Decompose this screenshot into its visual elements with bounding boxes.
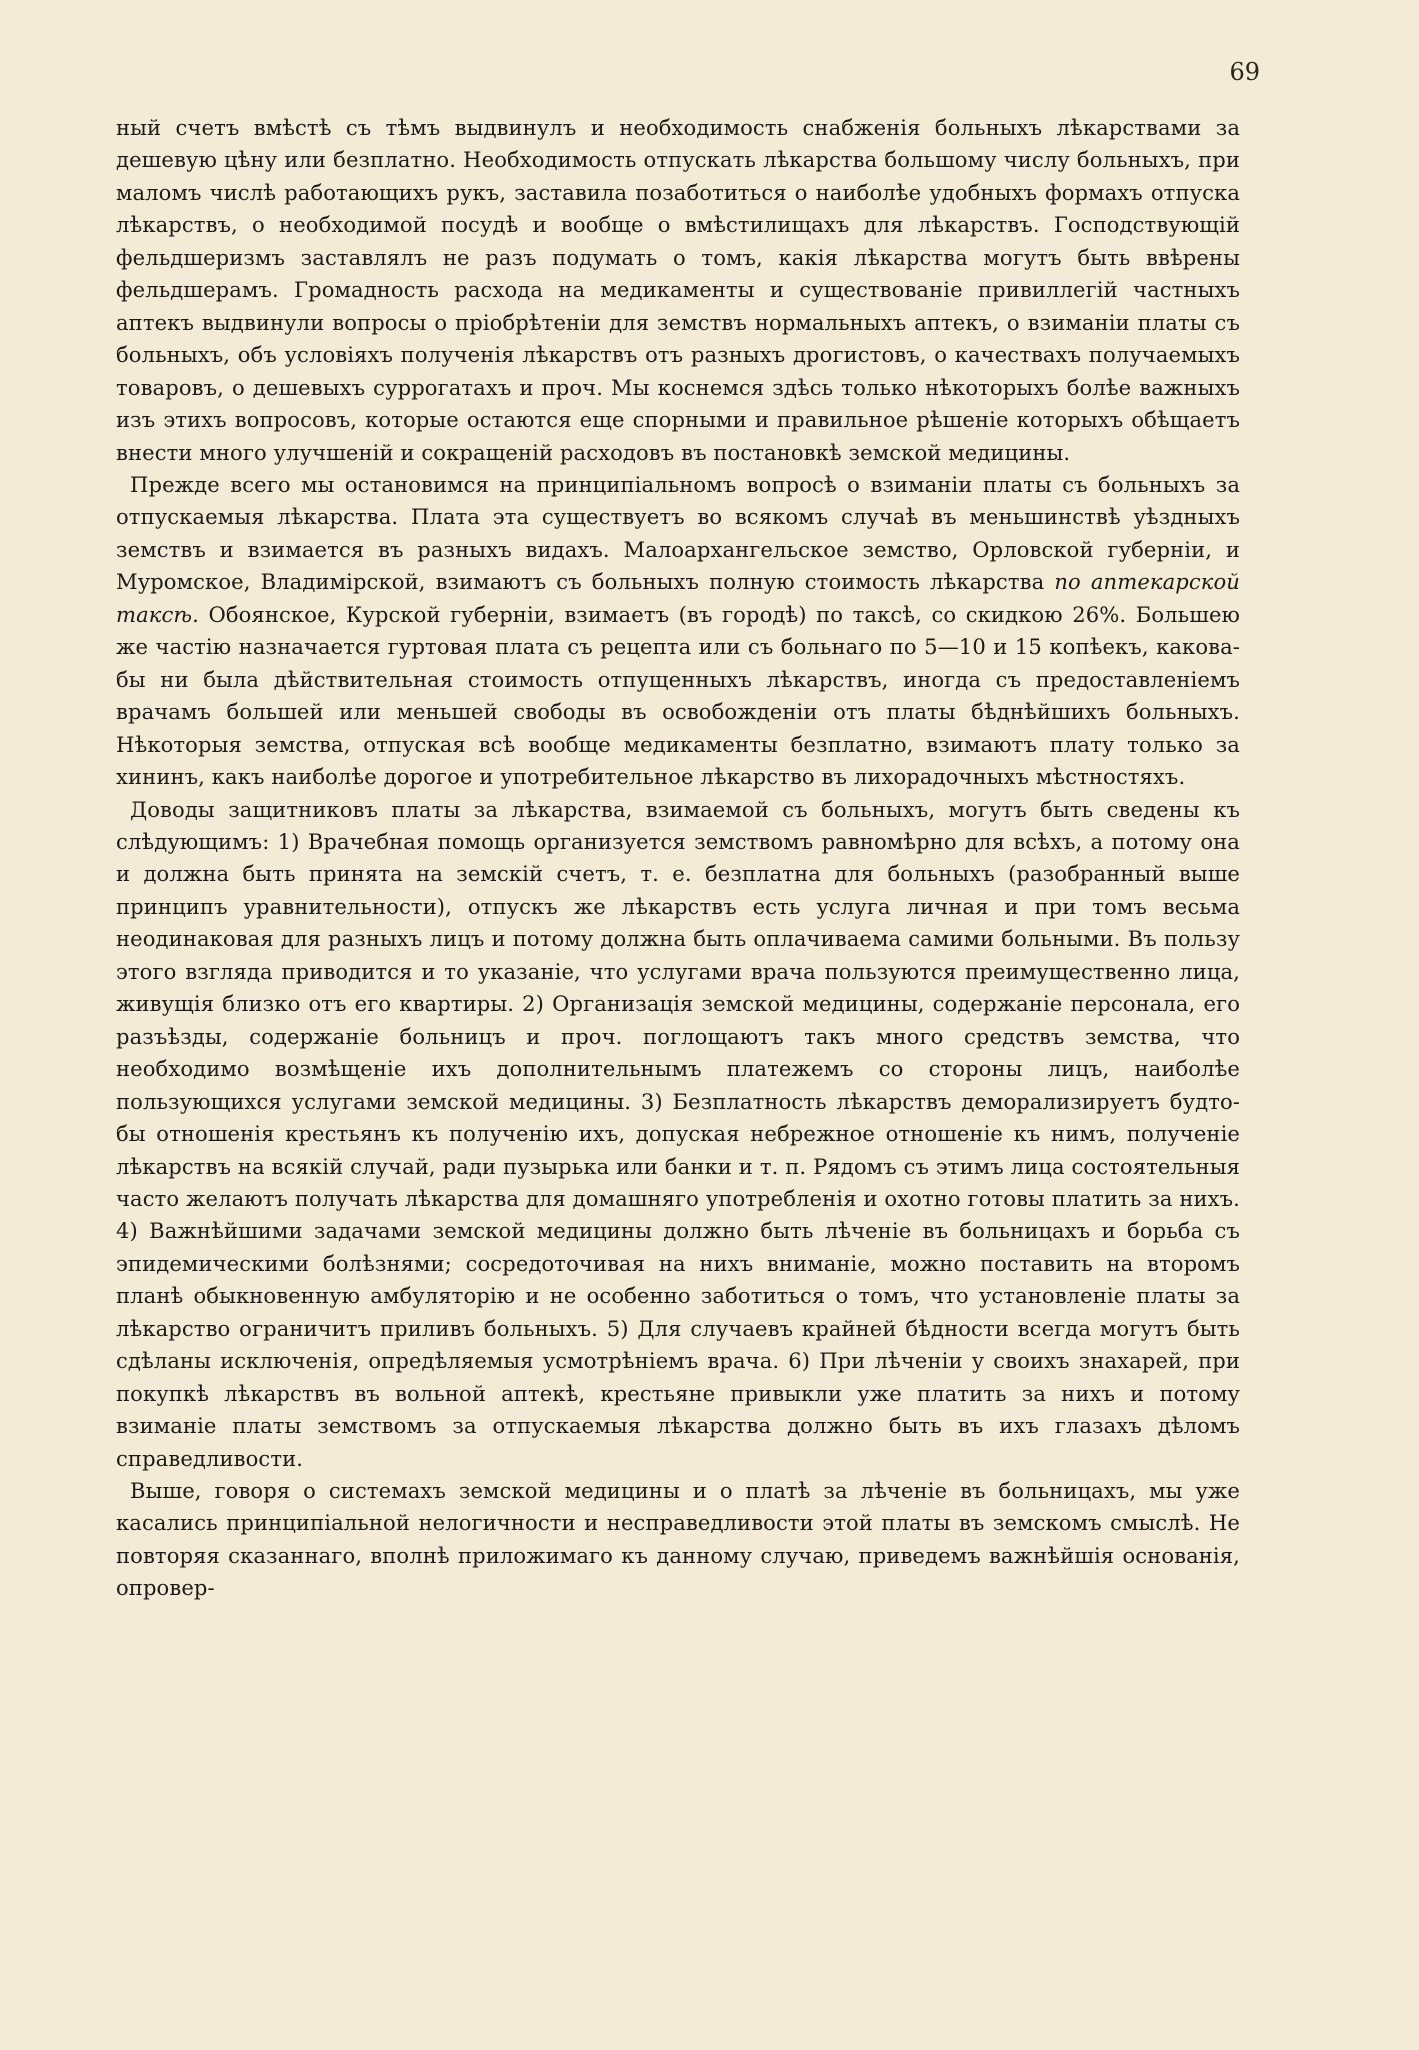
paragraph-4: Выше, говоря о системахъ земской медицины и о платѣ за лѣченіе въ больницахъ, мы уже касались принципіальной нелогичности и несправедливости этой платы въ земскомъ смыслѣ. Не повторяя сказаннаго, вполнѣ приложимаго къ данному случаю, приведемъ важнѣйшія основанія, опровер- — [116, 1478, 1240, 1601]
paragraph-2 — [116, 469, 1240, 794]
body-text — [116, 112, 1240, 1605]
paragraph-2-emphasis: по аптекарской таксѣ. — [116, 569, 1240, 627]
page-number: 69 — [1229, 58, 1260, 86]
paragraph-1: ный счетъ вмѣстѣ съ тѣмъ выдвинулъ и необходимость снабженія больныхъ лѣкарствами за дешевую цѣну или безплатно. Необходимость отпускать лѣкарства большому числу больныхъ, при маломъ числѣ работающихъ рукъ, заставила позаботиться о наиболѣе удобныхъ формахъ отпуска лѣкарствъ, о необходимой посудѣ и вообще о вмѣстилищахъ для лѣкарствъ. Господствующій фельдшеризмъ заставлялъ не разъ подумать о томъ, какія лѣкарства могутъ быть ввѣрены фельдшерамъ. Громадность расхода на медикаменты и существованіе привиллегій частныхъ аптекъ выдвинули вопросы о пріобрѣтеніи для земствъ нормальныхъ аптекъ, о взиманіи платы съ больныхъ, объ условіяхъ полученія лѣкарствъ отъ разныхъ дрогистовъ, о качествахъ получаемыхъ товаровъ, о дешевыхъ суррогатахъ и проч. Мы коснемся здѣсь только нѣкоторыхъ болѣе важныхъ изъ этихъ вопросовъ, которые остаются еще спорными и правильное рѣшеніе которыхъ обѣщаетъ внести много улучшеній и сокращеній расходовъ въ постановкѣ земской медицины. — [116, 115, 1240, 465]
paragraph-2-text-before: Прежде всего мы остановимся на принципіальномъ вопросѣ о взиманіи платы съ больныхъ за отпускаемыя лѣкарства. Плата эта существуетъ во всякомъ случаѣ въ меньшинствѣ уѣздныхъ земствъ и взимается въ разныхъ видахъ. Малоархангельское земство, Орловской губерніи, и Муромское, Владимірской, взимаютъ съ больныхъ полную стоимость лѣкарства — [116, 471, 1240, 595]
paragraph-3: Доводы защитниковъ платы за лѣкарства, взимаемой съ больныхъ, могутъ быть сведены къ слѣдующимъ: 1) Врачебная помощь организуется земствомъ равномѣрно для всѣхъ, а потому она и должна быть принята на земскій счетъ, т. е. безплатна для больныхъ (разобранный выше принципъ уравнительности), отпускъ же лѣкарствъ есть услуга личная и при томъ весьма неодинаковая для разныхъ лицъ и потому должна быть оплачиваема самими больными. Въ пользу этого взгляда приводится и то указаніе, что услугами врача пользуются преимущественно лица, живущія близко отъ его квартиры. 2) Организація земской медицины, содержаніе персонала, его разъѣзды, содержаніе больницъ и проч. поглощаютъ такъ много средствъ земства, что необходимо возмѣщеніе ихъ дополнительнымъ платежемъ со стороны лицъ, наиболѣе пользующихся услугами земской медицины. 3) Безплатность лѣкарствъ деморализируетъ будто-бы отношенія крестьянъ къ полученію ихъ, допуская небрежное отношеніе къ нимъ, полученіе лѣкарствъ на всякій случай, ради пузырька или банки и т. п. Рядомъ съ этимъ лица состоятельныя часто желаютъ получать лѣкарства для домашняго употребленія и охотно готовы платить за нихъ. 4) Важнѣйшими задачами земской медицины должно быть лѣченіе въ больницахъ и борьба съ эпидемическими болѣзнями; сосредоточивая на нихъ вниманіе, можно поставить на второмъ планѣ обыкновенную амбуляторію и не особенно заботиться о томъ, что установленіе платы за лѣкарство ограничитъ приливъ больныхъ. 5) Для случаевъ крайней бѣдности всегда могутъ быть сдѣланы исключенія, опредѣляемыя усмотрѣніемъ врача. 6) При лѣченіи у своихъ знахарей, при покупкѣ лѣкарствъ въ вольной аптекѣ, крестьяне привыкли уже платить за нихъ и потому взиманіе платы земствомъ за отпускаемыя лѣкарства должно быть въ ихъ глазахъ дѣломъ справедливости. — [116, 796, 1240, 1471]
paragraph-2-text-after: Обоянское, Курской губерніи, взимаетъ (въ городѣ) по таксѣ, со скидкою 26%. Большею же частію назначается гуртовая плата съ рецепта или съ больнаго по 5—10 и 15 копѣекъ, какова-бы ни была дѣйствительная стоимость отпущенныхъ лѣкарствъ, иногда съ предоставленіемъ врачамъ большей или меньшей свободы въ освобожденіи отъ платы бѣднѣйшихъ больныхъ. Нѣкоторыя земства, отпуская всѣ вообще медикаменты безплатно, взимаютъ плату только за хининъ, какъ наиболѣе дорогое и употребительное лѣкарство въ лихорадочныхъ мѣстностяхъ. — [116, 601, 1240, 790]
